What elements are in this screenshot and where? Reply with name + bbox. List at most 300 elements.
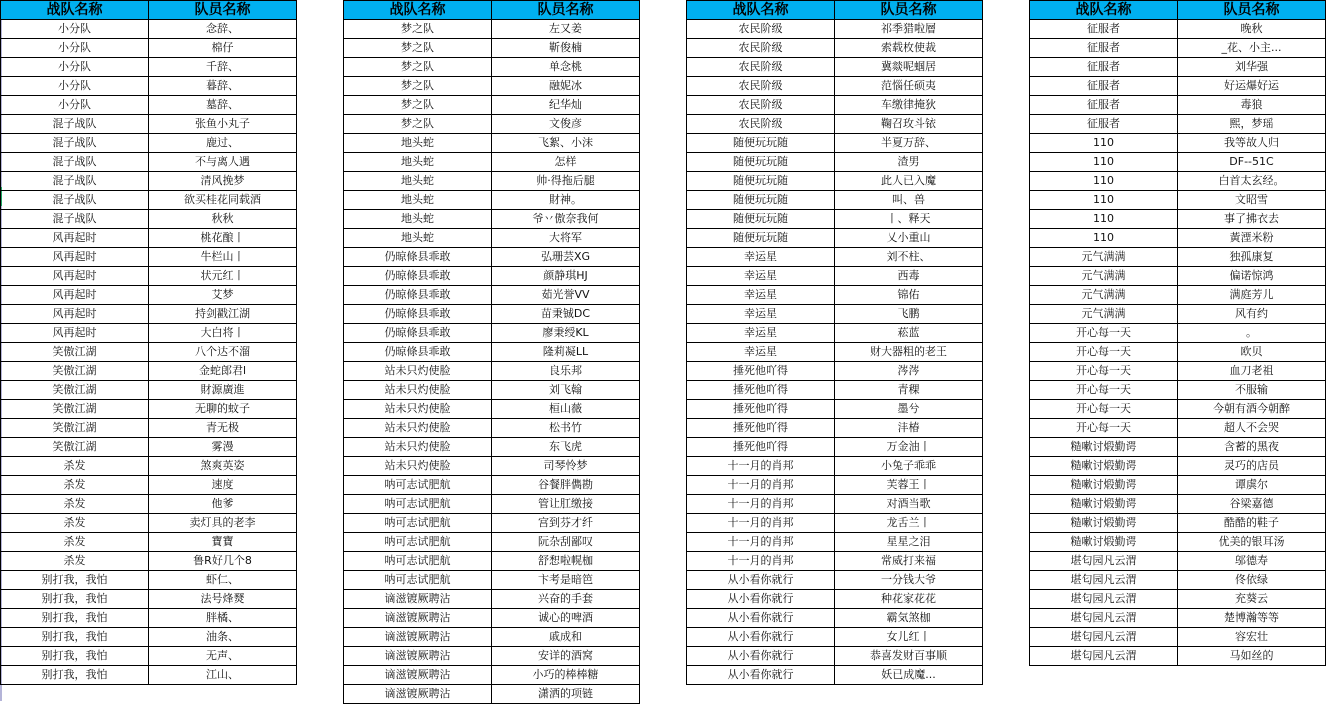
member-name-cell[interactable]: 茹光誉VV [492, 286, 640, 305]
member-name-cell[interactable]: 状元红丨 [149, 267, 297, 286]
member-name-cell[interactable]: 佟依绿 [1178, 571, 1326, 590]
member-name-cell[interactable]: 小兔子乖乖 [835, 457, 983, 476]
member-name-cell[interactable]: 恭喜发财百事顺 [835, 647, 983, 666]
table-row [1, 248, 297, 267]
team-name-cell[interactable]: 开心每一天 [1030, 343, 1178, 362]
team-name-cell[interactable]: 糙嗽讨煅勤谔 [1030, 514, 1178, 533]
member-name-cell[interactable]: 菘蓝 [835, 324, 983, 343]
member-name-cell[interactable]: 欧贝 [1178, 343, 1326, 362]
member-name-cell[interactable]: 清风挽梦 [149, 172, 297, 191]
member-name-cell[interactable]: 楚博瀚等等 [1178, 609, 1326, 628]
team-name-cell[interactable]: 十一月的肖邦 [687, 476, 835, 495]
member-name-cell[interactable]: 刘不柱、 [835, 248, 983, 267]
team-name-cell[interactable]: 110 [1030, 172, 1178, 191]
team-name-cell[interactable]: 别打我，我怕 [1, 571, 149, 590]
team-name-cell[interactable]: 从小看你就行 [687, 609, 835, 628]
team-name-cell[interactable]: 站未只灼使脸 [344, 400, 492, 419]
member-name-cell[interactable]: 黃湮米粉 [1178, 229, 1326, 248]
member-name-cell[interactable]: 安详的酒窝 [492, 647, 640, 666]
member-name-cell[interactable]: 丨、释天 [835, 210, 983, 229]
member-name-cell[interactable]: 对酒当歌 [835, 495, 983, 514]
team-name-cell[interactable]: 随便玩玩随 [687, 153, 835, 172]
team-name-cell[interactable]: 地头蛇 [344, 229, 492, 248]
member-name-cell[interactable]: 廖秉绶KL [492, 324, 640, 343]
member-name-cell[interactable]: 牛栏山丨 [149, 248, 297, 267]
team-name-cell[interactable]: 仍晾條县乖敢 [344, 267, 492, 286]
team-name-cell[interactable]: 地头蛇 [344, 134, 492, 153]
member-name-cell[interactable]: 常威打来福 [835, 552, 983, 571]
member-name-cell[interactable]: 事了拂衣去 [1178, 210, 1326, 229]
member-name-cell[interactable]: 帅·得拖后腿 [492, 172, 640, 191]
member-name-cell[interactable]: 邬德寿 [1178, 552, 1326, 571]
member-name-cell[interactable]: 靳俊楠 [492, 39, 640, 58]
team-name-cell[interactable]: 风再起时 [1, 286, 149, 305]
member-name-cell[interactable]: 冀燚呢蝈居 [835, 58, 983, 77]
team-name-cell[interactable]: 别打我，我怕 [1, 590, 149, 609]
header-member-name[interactable]: 队员名称 [1178, 1, 1326, 20]
team-name-cell[interactable]: 别打我，我怕 [1, 647, 149, 666]
team-name-cell[interactable]: 十一月的肖邦 [687, 533, 835, 552]
table-row [687, 77, 983, 96]
member-name-cell[interactable]: 星星之泪 [835, 533, 983, 552]
member-name-cell[interactable]: 胖橘、 [149, 609, 297, 628]
member-name-cell[interactable]: 祁季猎啦層 [835, 20, 983, 39]
team-name-cell[interactable]: 捶死他吖得 [687, 400, 835, 419]
team-name-cell[interactable]: 糙嗽讨煅勤谔 [1030, 457, 1178, 476]
member-name-cell[interactable]: 诚心的啤酒 [492, 609, 640, 628]
team-name-cell[interactable]: 十一月的肖邦 [687, 495, 835, 514]
member-name-cell[interactable]: 千辞、 [149, 58, 297, 77]
team-name-cell[interactable]: 混子战队 [1, 210, 149, 229]
member-name-cell[interactable]: 墓辞、 [149, 96, 297, 115]
member-name-cell[interactable]: 秋秋 [149, 210, 297, 229]
member-name-cell[interactable]: 白首太玄经。 [1178, 172, 1326, 191]
team-name-cell[interactable]: 元气满满 [1030, 286, 1178, 305]
team-name-cell[interactable]: 幸运星 [687, 343, 835, 362]
member-name-cell[interactable]: 松书竹 [492, 419, 640, 438]
team-name-cell[interactable]: 别打我，我怕 [1, 609, 149, 628]
team-name-cell[interactable]: 捶死他吖得 [687, 362, 835, 381]
team-name-cell[interactable]: 糙嗽讨煅勤谔 [1030, 495, 1178, 514]
team-name-cell[interactable]: 堪匂园凡云渭 [1030, 552, 1178, 571]
team-name-cell[interactable]: 堪匂园凡云渭 [1030, 590, 1178, 609]
table-row [344, 191, 640, 210]
team-name-cell[interactable]: 幸运星 [687, 248, 835, 267]
member-name-cell[interactable]: 风有约 [1178, 305, 1326, 324]
team-name-cell[interactable]: 站未只灼使脸 [344, 438, 492, 457]
team-name-cell[interactable]: 呐可志试肥航 [344, 533, 492, 552]
member-name-cell[interactable]: 小巧的棒棒糖 [492, 666, 640, 685]
team-name-cell[interactable]: 征服者 [1030, 115, 1178, 134]
team-name-cell[interactable]: 元气满满 [1030, 305, 1178, 324]
team-name-cell[interactable]: 小分队 [1, 58, 149, 77]
team-name-cell[interactable]: 小分队 [1, 77, 149, 96]
team-name-cell[interactable]: 十一月的肖邦 [687, 457, 835, 476]
team-name-cell[interactable]: 从小看你就行 [687, 571, 835, 590]
member-name-cell[interactable]: 暮辞、 [149, 77, 297, 96]
member-name-cell[interactable]: 纪华灿 [492, 96, 640, 115]
member-name-cell[interactable]: 舒惒啦幌枷 [492, 552, 640, 571]
member-name-cell[interactable]: 弘珊芸XG [492, 248, 640, 267]
member-name-cell[interactable]: 良乐邦 [492, 362, 640, 381]
header-team-name[interactable]: 战队名称 [1, 1, 149, 20]
member-name-cell[interactable]: 东飞虎 [492, 438, 640, 457]
team-name-cell[interactable]: 混子战队 [1, 172, 149, 191]
member-name-cell[interactable]: 桓山薇 [492, 400, 640, 419]
member-name-cell[interactable]: 张鱼小丸子 [149, 115, 297, 134]
team-name-cell[interactable]: 梦之队 [344, 96, 492, 115]
member-name-cell[interactable]: 优美的银耳汤 [1178, 533, 1326, 552]
team-name-cell[interactable]: 农民阶级 [687, 96, 835, 115]
team-name-cell[interactable]: 站未只灼使脸 [344, 381, 492, 400]
team-name-cell[interactable]: 笑傲江湖 [1, 438, 149, 457]
member-name-cell[interactable]: 文昭雪 [1178, 191, 1326, 210]
member-name-cell[interactable]: 沣椿 [835, 419, 983, 438]
member-name-cell[interactable]: 他爹 [149, 495, 297, 514]
member-name-cell[interactable]: 飞絮、小沫 [492, 134, 640, 153]
header-member-name[interactable]: 队员名称 [835, 1, 983, 20]
member-name-cell[interactable]: 煞爽英姿 [149, 457, 297, 476]
member-name-cell[interactable]: 万金油丨 [835, 438, 983, 457]
team-name-cell[interactable]: 杀发 [1, 514, 149, 533]
team-name-cell[interactable]: 幸运星 [687, 324, 835, 343]
team-name-cell[interactable]: 110 [1030, 134, 1178, 153]
member-name-cell[interactable]: 寶寶 [149, 533, 297, 552]
member-name-cell[interactable]: 。 [1178, 324, 1326, 343]
table-row [344, 647, 640, 666]
team-name-cell[interactable]: 混子战队 [1, 191, 149, 210]
member-name-cell[interactable]: 含蓄的黑夜 [1178, 438, 1326, 457]
table-row [1, 286, 297, 305]
member-name-cell[interactable]: 速度 [149, 476, 297, 495]
member-name-cell[interactable]: 隆莉凝LL [492, 343, 640, 362]
member-name-cell[interactable]: 偏诺惊鸿 [1178, 267, 1326, 286]
member-name-cell[interactable]: 司琴怜梦 [492, 457, 640, 476]
table-row [1030, 628, 1326, 647]
member-name-cell[interactable]: 苗秉铖DC [492, 305, 640, 324]
member-name-cell[interactable]: 半夏万辞、 [835, 134, 983, 153]
team-name-cell[interactable]: 农民阶级 [687, 20, 835, 39]
member-name-cell[interactable]: 棉仔 [149, 39, 297, 58]
team-name-cell[interactable]: 仍晾條县乖敢 [344, 286, 492, 305]
table-row [1, 191, 297, 210]
member-name-cell[interactable]: 雾漫 [149, 438, 297, 457]
member-name-cell[interactable]: 无聊的蚊子 [149, 400, 297, 419]
table-row [1030, 134, 1326, 153]
team-name-cell[interactable]: 小分队 [1, 20, 149, 39]
member-name-cell[interactable]: 財源廣進 [149, 381, 297, 400]
member-name-cell[interactable]: 独孤康复 [1178, 248, 1326, 267]
team-name-cell[interactable]: 站未只灼使脸 [344, 419, 492, 438]
header-team-name[interactable]: 战队名称 [344, 1, 492, 20]
team-name-cell[interactable]: 农民阶级 [687, 58, 835, 77]
member-name-cell[interactable]: 江山、 [149, 666, 297, 685]
member-name-cell[interactable]: 持剑戳江湖 [149, 305, 297, 324]
table-row [1, 172, 297, 191]
team-name-cell[interactable]: 梦之队 [344, 115, 492, 134]
member-name-cell[interactable]: 鹿过、 [149, 134, 297, 153]
team-name-cell[interactable]: 征服者 [1030, 77, 1178, 96]
team-name-cell[interactable]: 农民阶级 [687, 115, 835, 134]
member-name-cell[interactable]: 渣男 [835, 153, 983, 172]
member-name-cell[interactable]: 不服输 [1178, 381, 1326, 400]
team-name-cell[interactable]: 十一月的肖邦 [687, 552, 835, 571]
team-name-cell[interactable]: 笑傲江湖 [1, 419, 149, 438]
team-name-cell[interactable]: 杀发 [1, 476, 149, 495]
member-name-cell[interactable]: 灵巧的店员 [1178, 457, 1326, 476]
team-name-cell[interactable]: 开心每一天 [1030, 324, 1178, 343]
team-name-cell[interactable]: 幸运星 [687, 305, 835, 324]
member-name-cell[interactable]: 青无极 [149, 419, 297, 438]
team-name-cell[interactable]: 地头蛇 [344, 210, 492, 229]
member-name-cell[interactable]: 怎样 [492, 153, 640, 172]
team-name-cell[interactable]: 笑傲江湖 [1, 400, 149, 419]
team-name-cell[interactable]: 呐可志试肥航 [344, 476, 492, 495]
team-name-cell[interactable]: 从小看你就行 [687, 628, 835, 647]
member-name-cell[interactable]: 管让肛缴接 [492, 495, 640, 514]
member-name-cell[interactable]: 鲁R好几个8 [149, 552, 297, 571]
team-name-cell[interactable]: 小分队 [1, 39, 149, 58]
member-name-cell[interactable]: 今朝有酒今朝醉 [1178, 400, 1326, 419]
member-name-cell[interactable]: 超人不会哭 [1178, 419, 1326, 438]
team-name-cell[interactable]: 开心每一天 [1030, 362, 1178, 381]
team-name-cell[interactable]: 站未只灼使脸 [344, 457, 492, 476]
table-row [1030, 571, 1326, 590]
team-name-cell[interactable]: 笑傲江湖 [1, 362, 149, 381]
member-name-cell[interactable]: 酷酷的鞋子 [1178, 514, 1326, 533]
member-name-cell[interactable]: 刘飞翰 [492, 381, 640, 400]
member-name-cell[interactable]: 潇洒的项链 [492, 685, 640, 704]
team-name-cell[interactable]: 呐可志试肥航 [344, 514, 492, 533]
team-name-cell[interactable]: 堪匂园凡云渭 [1030, 609, 1178, 628]
team-name-cell[interactable]: 糙嗽讨煅勤谔 [1030, 533, 1178, 552]
team-name-cell[interactable]: 糙嗽讨煅勤谔 [1030, 476, 1178, 495]
team-name-cell[interactable]: 呐可志试肥航 [344, 571, 492, 590]
team-name-cell[interactable]: 地头蛇 [344, 153, 492, 172]
member-name-cell[interactable]: 车缴律掩狄 [835, 96, 983, 115]
team-name-cell[interactable]: 开心每一天 [1030, 381, 1178, 400]
member-name-cell[interactable]: 左又姜 [492, 20, 640, 39]
member-name-cell[interactable]: 我等故人归 [1178, 134, 1326, 153]
team-name-cell[interactable]: 征服者 [1030, 39, 1178, 58]
team-name-cell[interactable]: 风再起时 [1, 305, 149, 324]
member-name-cell[interactable]: 墨兮 [835, 400, 983, 419]
member-name-cell[interactable]: 晚秋 [1178, 20, 1326, 39]
member-name-cell[interactable]: 西毒 [835, 267, 983, 286]
team-name-cell[interactable]: 仍晾條县乖敢 [344, 324, 492, 343]
member-name-cell[interactable]: 財神。 [492, 191, 640, 210]
member-name-cell[interactable]: 霸気煞枷 [835, 609, 983, 628]
member-name-cell[interactable]: 好运爆好运 [1178, 77, 1326, 96]
team-name-cell[interactable]: 幸运星 [687, 267, 835, 286]
member-name-cell[interactable]: 大将军 [492, 229, 640, 248]
member-name-cell[interactable]: 爷丷傲奈我何 [492, 210, 640, 229]
member-name-cell[interactable]: 单念桃 [492, 58, 640, 77]
team-name-cell[interactable]: 笑傲江湖 [1, 381, 149, 400]
member-name-cell[interactable]: 血刀老祖 [1178, 362, 1326, 381]
team-name-cell[interactable]: 从小看你就行 [687, 590, 835, 609]
team-name-cell[interactable]: 幸运星 [687, 286, 835, 305]
team-name-cell[interactable]: 谪滋镀厥聘沾 [344, 666, 492, 685]
team-name-cell[interactable]: 梦之队 [344, 77, 492, 96]
member-name-cell[interactable]: 兴奋的手套 [492, 590, 640, 609]
member-name-cell[interactable]: 马如丝的 [1178, 647, 1326, 666]
team-name-cell[interactable]: 十一月的肖邦 [687, 514, 835, 533]
member-name-cell[interactable]: 欲买桂花同载酒 [149, 191, 297, 210]
team-name-cell[interactable]: 从小看你就行 [687, 666, 835, 685]
team-name-cell[interactable]: 梦之队 [344, 58, 492, 77]
team-name-cell[interactable]: 谪滋镀厥聘沾 [344, 628, 492, 647]
header-member-name[interactable]: 队员名称 [149, 1, 297, 20]
team-name-cell[interactable]: 元气满满 [1030, 267, 1178, 286]
team-name-cell[interactable]: 110 [1030, 210, 1178, 229]
team-name-cell[interactable]: 110 [1030, 191, 1178, 210]
member-name-cell[interactable]: 鞠召玫斗铱 [835, 115, 983, 134]
team-name-cell[interactable]: 农民阶级 [687, 39, 835, 58]
member-name-cell[interactable]: 大白将丨 [149, 324, 297, 343]
team-name-cell[interactable]: 随便玩玩随 [687, 134, 835, 153]
member-name-cell[interactable]: 法号烽燹 [149, 590, 297, 609]
team-name-cell[interactable]: 风再起时 [1, 267, 149, 286]
member-name-cell[interactable]: 财大器粗的老王 [835, 343, 983, 362]
team-name-cell[interactable]: 随便玩玩随 [687, 172, 835, 191]
team-name-cell[interactable]: 笑傲江湖 [1, 343, 149, 362]
team-name-cell[interactable]: 仍晾條县乖敢 [344, 343, 492, 362]
member-name-cell[interactable]: 谷梁嘉德 [1178, 495, 1326, 514]
team-name-cell[interactable]: 捶死他吖得 [687, 438, 835, 457]
team-name-cell[interactable]: 风再起时 [1, 324, 149, 343]
team-name-cell[interactable]: 混子战队 [1, 115, 149, 134]
member-name-cell[interactable]: 谭虡尔 [1178, 476, 1326, 495]
team-name-cell[interactable]: 呐可志试肥航 [344, 552, 492, 571]
member-name-cell[interactable]: 卞考是暗笆 [492, 571, 640, 590]
team-name-cell[interactable]: 随便玩玩随 [687, 210, 835, 229]
team-name-cell[interactable]: 地头蛇 [344, 191, 492, 210]
member-name-cell[interactable]: 涔涔 [835, 362, 983, 381]
team-name-cell[interactable]: 110 [1030, 153, 1178, 172]
team-name-cell[interactable]: 杀发 [1, 495, 149, 514]
team-name-cell[interactable]: 谪滋镀厥聘沾 [344, 647, 492, 666]
member-name-cell[interactable]: 熙，梦瑶 [1178, 115, 1326, 134]
member-name-cell[interactable]: 一分钱大爷 [835, 571, 983, 590]
team-name-cell[interactable]: 随便玩玩随 [687, 191, 835, 210]
member-name-cell[interactable]: 范惱任硕夷 [835, 77, 983, 96]
table-row [344, 590, 640, 609]
member-name-cell[interactable]: 八个达不溜 [149, 343, 297, 362]
member-name-cell[interactable]: 艾梦 [149, 286, 297, 305]
member-name-cell[interactable]: 卖灯具的老李 [149, 514, 297, 533]
team-name-cell[interactable]: 风再起时 [1, 229, 149, 248]
team-name-cell[interactable]: 堪匂园凡云渭 [1030, 571, 1178, 590]
member-name-cell[interactable]: 满庭芳儿 [1178, 286, 1326, 305]
team-name-cell[interactable]: 梦之队 [344, 39, 492, 58]
member-name-cell[interactable]: 念辞、 [149, 20, 297, 39]
member-name-cell[interactable]: 文俊彦 [492, 115, 640, 134]
team-name-cell[interactable]: 开心每一天 [1030, 400, 1178, 419]
member-name-cell[interactable]: 乂小重山 [835, 229, 983, 248]
member-name-cell[interactable]: 毒狼 [1178, 96, 1326, 115]
member-name-cell[interactable]: 芙蓉王丨 [835, 476, 983, 495]
team-name-cell[interactable]: 别打我，我怕 [1, 628, 149, 647]
member-name-cell[interactable]: 阮杂刮鄙叹 [492, 533, 640, 552]
team-name-cell[interactable]: 元气满满 [1030, 248, 1178, 267]
team-name-cell[interactable]: 征服者 [1030, 96, 1178, 115]
header-team-name[interactable]: 战队名称 [1030, 1, 1178, 20]
team-name-cell[interactable]: 谪滋镀厥聘沾 [344, 685, 492, 704]
team-name-cell[interactable]: 谪滋镀厥聘沾 [344, 609, 492, 628]
team-name-cell[interactable]: 仍晾條县乖敢 [344, 248, 492, 267]
team-name-cell[interactable]: 呐可志试肥航 [344, 495, 492, 514]
team-name-cell[interactable]: 110 [1030, 229, 1178, 248]
member-name-cell[interactable]: DF--51C [1178, 153, 1326, 172]
member-name-cell[interactable]: 此人已入魔 [835, 172, 983, 191]
member-name-cell[interactable]: 妖已成魔... [835, 666, 983, 685]
member-name-cell[interactable]: 女儿红丨 [835, 628, 983, 647]
member-name-cell[interactable]: _花、小主... [1178, 39, 1326, 58]
team-name-cell[interactable]: 仍晾條县乖敢 [344, 305, 492, 324]
team-name-cell[interactable]: 站未只灼使脸 [344, 362, 492, 381]
team-name-cell[interactable]: 从小看你就行 [687, 647, 835, 666]
member-name-cell[interactable]: 锦佑 [835, 286, 983, 305]
member-name-cell[interactable]: 颜静琪HJ [492, 267, 640, 286]
team-name-cell[interactable]: 小分队 [1, 96, 149, 115]
member-name-cell[interactable]: 金蛇郎君l [149, 362, 297, 381]
member-name-cell[interactable]: 刘华强 [1178, 58, 1326, 77]
member-name-cell[interactable]: 虾仁、 [149, 571, 297, 590]
team-name-cell[interactable]: 地头蛇 [344, 172, 492, 191]
team-name-cell[interactable]: 谪滋镀厥聘沾 [344, 590, 492, 609]
member-name-cell[interactable]: 宫到芬才纤 [492, 514, 640, 533]
header-team-name[interactable]: 战队名称 [687, 1, 835, 20]
member-name-cell[interactable]: 油条、 [149, 628, 297, 647]
header-member-name[interactable]: 队员名称 [492, 1, 640, 20]
team-name-cell[interactable]: 征服者 [1030, 58, 1178, 77]
team-name-cell[interactable]: 杀发 [1, 552, 149, 571]
team-name-cell[interactable]: 农民阶级 [687, 77, 835, 96]
member-name-cell[interactable]: 索载枚使裁 [835, 39, 983, 58]
team-name-cell[interactable]: 堪匂园凡云渭 [1030, 647, 1178, 666]
team-name-cell[interactable]: 捶死他吖得 [687, 419, 835, 438]
team-name-cell[interactable]: 随便玩玩随 [687, 229, 835, 248]
team-name-cell[interactable]: 杀发 [1, 457, 149, 476]
member-name-cell[interactable]: 戚成和 [492, 628, 640, 647]
member-name-cell[interactable]: 充葵云 [1178, 590, 1326, 609]
team-name-cell[interactable]: 杀发 [1, 533, 149, 552]
table-row [1030, 533, 1326, 552]
member-name-cell[interactable]: 融妮冰 [492, 77, 640, 96]
member-name-cell[interactable]: 无声、 [149, 647, 297, 666]
team-name-cell[interactable]: 混子战队 [1, 134, 149, 153]
team-name-cell[interactable]: 梦之队 [344, 20, 492, 39]
member-name-cell[interactable]: 不与离人遇 [149, 153, 297, 172]
member-name-cell[interactable]: 容宏壮 [1178, 628, 1326, 647]
team-name-cell[interactable]: 堪匂园凡云渭 [1030, 628, 1178, 647]
member-name-cell[interactable]: 谷餐胖儁勘 [492, 476, 640, 495]
team-name-cell[interactable]: 捶死他吖得 [687, 381, 835, 400]
member-name-cell[interactable]: 龙舌兰丨 [835, 514, 983, 533]
team-name-cell[interactable]: 混子战队 [1, 153, 149, 172]
team-name-cell[interactable]: 糙嗽讨煅勤谔 [1030, 438, 1178, 457]
member-name-cell[interactable]: 种花家花花 [835, 590, 983, 609]
team-name-cell[interactable]: 风再起时 [1, 248, 149, 267]
team-name-cell[interactable]: 开心每一天 [1030, 419, 1178, 438]
team-name-cell[interactable]: 征服者 [1030, 20, 1178, 39]
member-name-cell[interactable]: 飞鹏 [835, 305, 983, 324]
member-name-cell[interactable]: 桃花酿丨 [149, 229, 297, 248]
member-name-cell[interactable]: 叫、兽 [835, 191, 983, 210]
team-name-cell[interactable]: 别打我，我怕 [1, 666, 149, 685]
member-name-cell[interactable]: 青稞 [835, 381, 983, 400]
